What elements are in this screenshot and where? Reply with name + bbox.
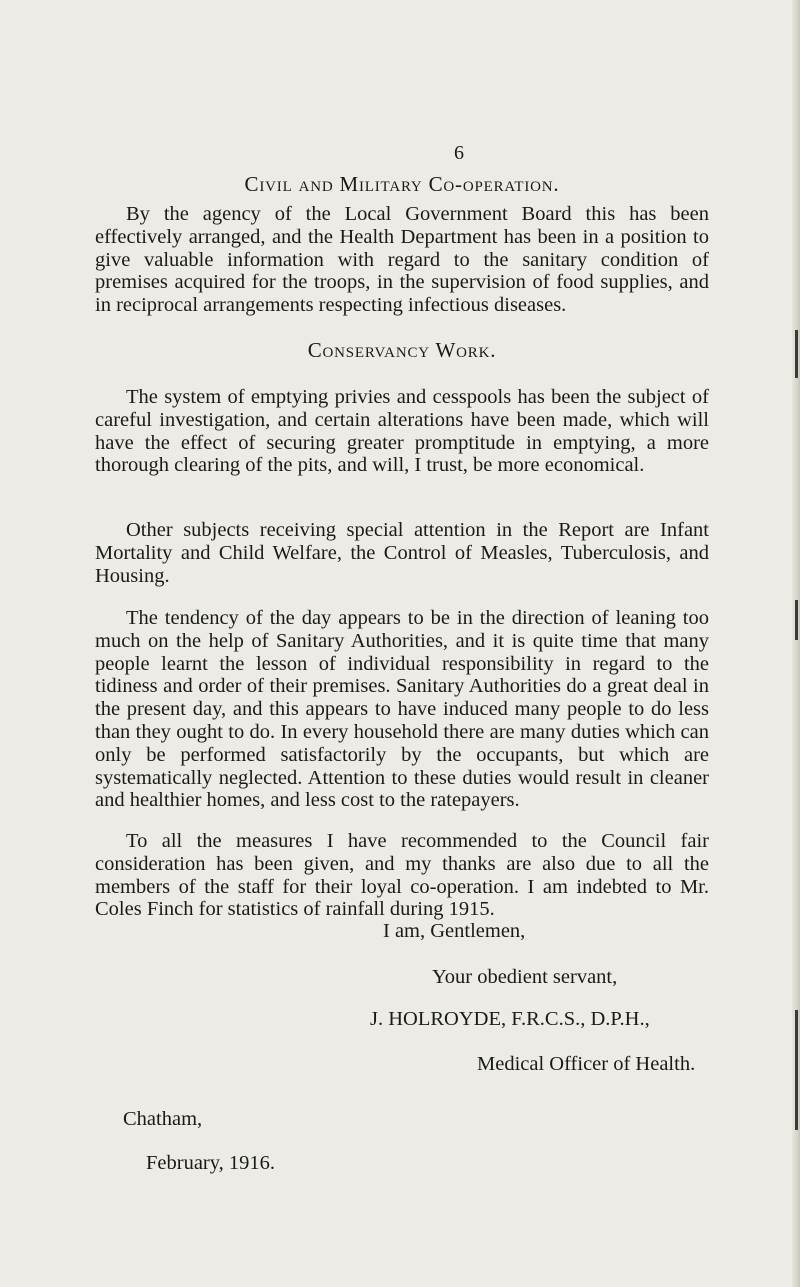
page-edge-mark bbox=[795, 330, 798, 378]
page-edge-mark bbox=[795, 600, 798, 640]
closing-valediction: Your obedient servant, bbox=[432, 966, 618, 988]
page-edge-mark bbox=[795, 1010, 798, 1130]
signatory-title: Medical Officer of Health. bbox=[477, 1053, 696, 1075]
paragraph-tendency: The tendency of the day appears to be in the direction of leaning too much on the help of Sanitary Authorities, and it is quite time that many people learnt the lesson of individual responsibility in regard to the tidiness and order of their premises. Sanitary Authorities do a great deal in the present day, and this appears to have induced many people to do less than they ought to do. In every household there are many duties which can only be performed satisfactorily by the occupants, but which are systematically neglected. Attention to these duties would result in cleaner and healthier homes, and less cost to the ratepayers. bbox=[95, 607, 709, 812]
place: Chatham, bbox=[123, 1108, 203, 1130]
paragraph-other-subjects: Other subjects receiving special attention in the Report are Infant Mortality and Child Welfare, the Control of Measles, Tuberculosis, and Housing. bbox=[95, 519, 709, 587]
date: February, 1916. bbox=[146, 1152, 276, 1174]
section-heading-conservancy: Conservancy Work. bbox=[307, 338, 497, 362]
page-number: 6 bbox=[454, 142, 464, 164]
paragraph-thanks: To all the measures I have recommended to the Council fair consideration has been given, and my thanks are also due to all the members of the staff for their loyal co-operation. I am indebted to Mr. Coles Finch for statistics of rainfall during 1915. bbox=[95, 830, 709, 921]
closing-salutation: I am, Gentlemen, bbox=[383, 920, 526, 942]
signature: J. HOLROYDE, F.R.C.S., D.P.H., bbox=[370, 1008, 650, 1030]
section-heading-civil-military: Civil and Military Co-operation. bbox=[244, 172, 560, 196]
paragraph-conservancy: The system of emptying privies and cesspools has been the subject of careful investigation, and certain alterations have been made, which will have the effect of securing greater promptitude in emptying, a more thorough clearing of the pits, and will, I trust, be more economical. bbox=[95, 386, 709, 477]
paragraph-civil-military: By the agency of the Local Government Board this has been effectively arranged, and the Health Department has been in a position to give valuable information with regard to the sanitary condition of premises acquired for the troops, in the supervision of food supplies, and in reciprocal arrangements respecting infectious diseases. bbox=[95, 203, 709, 317]
